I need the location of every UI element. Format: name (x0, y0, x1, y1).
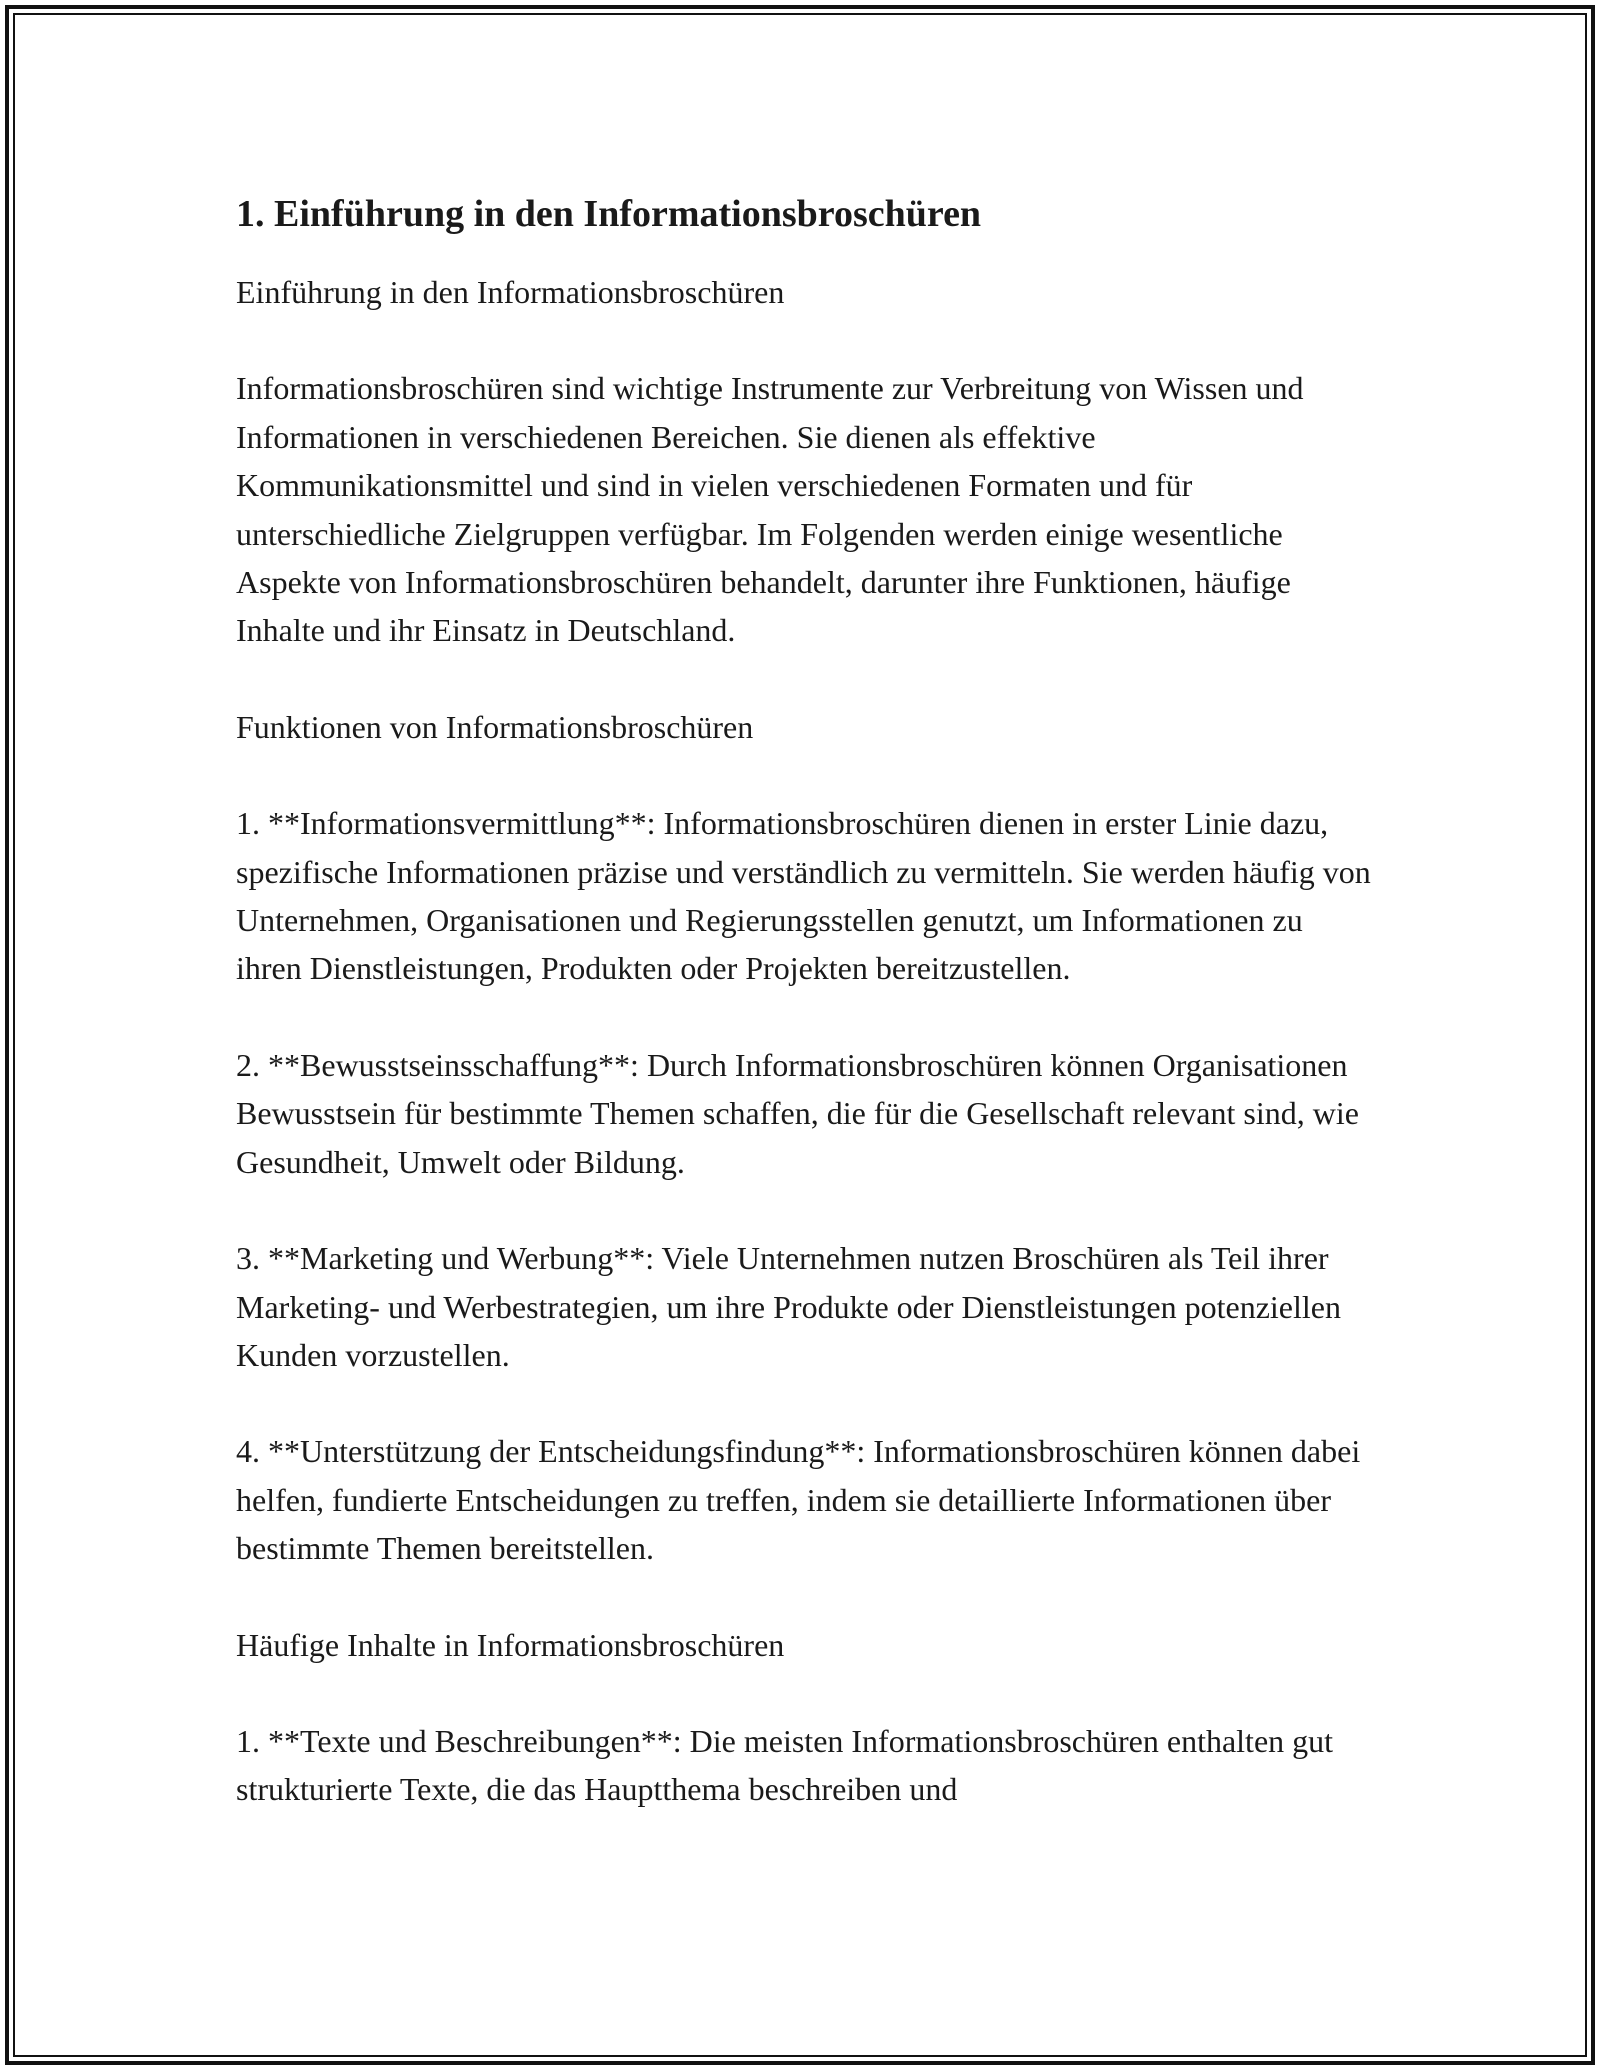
section-heading: 1. Einführung in den Informationsbroschüren (236, 193, 982, 235)
function-item-4: 4. **Unterstützung der Entscheidungsfindung**: Informationsbroschüren können dabei helfen, fundierte Entscheidungen zu treffen, indem sie detaillierte Informationen über bestimmte Themen bereitstellen. (236, 1433, 1361, 1567)
subheading-contents: Häufige Inhalte in Informationsbroschüren (236, 1626, 785, 1663)
subheading-intro: Einführung in den Informationsbroschüren (236, 274, 785, 310)
document-body (236, 186, 1376, 1814)
intro-paragraph: Informationsbroschüren sind wichtige Instrumente zur Verbreitung von Wissen und Informationen in verschiedenen Bereichen. Sie dienen als effektive Kommunikationsmittel und sind in vielen verschiedenen Formaten und für unterschiedliche Zielgruppen verfügbar. Im Folgenden werden einige wesentliche Aspekte von Informationsbroschüren behandelt, darunter ihre Funktionen, häufige Inhalte und ihr Einsatz in Deutschland. (236, 370, 1304, 649)
function-item-2: 2. **Bewusstseinsschaffung**: Durch Informationsbroschüren können Organisationen Bewusstsein für bestimmte Themen schaffen, die für die Gesellschaft relevant sind, wie Gesundheit, Umwelt oder Bildung. (236, 1046, 1359, 1180)
content-item-1: 1. **Texte und Beschreibungen**: Die meisten Informationsbroschüren enthalten gut strukturierte Texte, die das Hauptthema beschreiben und (236, 1722, 1334, 1808)
function-item-3: 3. **Marketing und Werbung**: Viele Unternehmen nutzen Broschüren als Teil ihrer Marketing- und Werbestrategien, um ihre Produkte oder Dienstleistungen potenziellen Kunden vorzustellen. (236, 1240, 1341, 1373)
function-item-1: 1. **Informationsvermittlung**: Informationsbroschüren dienen in erster Linie dazu, spezifische Informationen präzise und verständlich zu vermitteln. Sie werden häufig von Unternehmen, Organisationen und Regierungsstellen genutzt, um Informationen zu ihren Dienstleistungen, Produkten oder Projekten bereitzustellen. (236, 805, 1371, 987)
subheading-functions: Funktionen von Informationsbroschüren (236, 708, 754, 745)
